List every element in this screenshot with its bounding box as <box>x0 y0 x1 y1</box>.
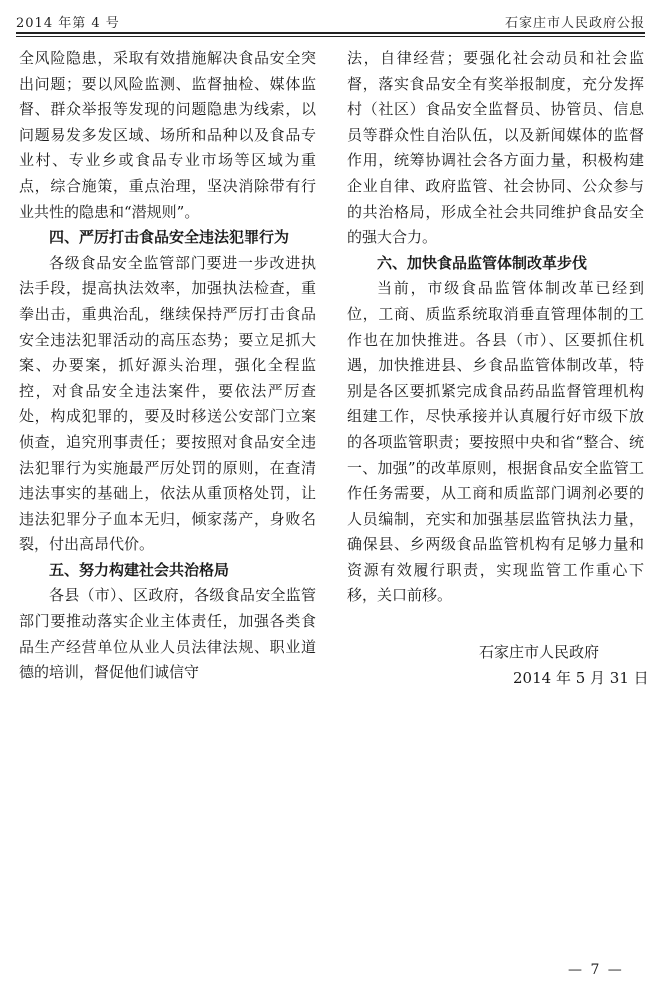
paragraph-section-4: 各级食品安全监管部门要进一步改进执法手段，提高执法效率，加强执法检查，重拳出击，重典治乱，继续保持严厉打击食品安全违法犯罪活动的高压态势；要立足抓大案、办要案，抓好源头治理，强化全程监控，对食品安全违法案件，要依法严厉查处，构成犯罪的，要及时移送公安部门立案侦查，追究刑事责任；要按照对食品安全违法犯罪行为实施最严厉处罚的原则，在查清违法事实的基础上，依法从重顶格处罚，让违法犯罪分子血本无归，倾家荡产，身败名裂，付出高昂代价。 <box>19 253 316 554</box>
header-rule-thin <box>16 36 645 37</box>
section-heading-5: 五、努力构建社会共治格局 <box>49 560 230 579</box>
header-rule <box>16 32 645 34</box>
signature-organization: 石家庄市人民政府 <box>479 643 600 661</box>
paragraph-continued: 全风险隐患，采取有效措施解决食品安全突出问题；要以风险监测、监督抽检、媒体监督、群众举报等发现的问题隐患为线索，以问题易发多发区域、场所和品种以及食品专业村、专业乡或食品专业市场等区域为重点，综合施策，重点治理，坚决消除带有行业共性的隐患和“潜规则”。 <box>19 49 316 221</box>
section-heading-6: 六、加快食品监管体制改革步伐 <box>377 253 588 272</box>
paragraph-section-5-cont: 法，自律经营；要强化社会动员和社会监督，落实食品安全有奖举报制度，充分发挥村（社区）食品安全监督员、协管员、信息员等群众性自治队伍，以及新闻媒体的监督作用，统筹协调社会各方面力量，积极构建企业自律、政府监管、社会协同、公众参与的共治格局，形成全社会共同维护食品安全的强大合力。 <box>347 49 644 247</box>
paragraph-section-5-start: 各县（市）、区政府，各级食品安全监管部门要推动落实企业主体责任，加强各类食品生产经营单位从业人员法律法规、职业道德的培训，督促他们诚信守 <box>19 586 316 682</box>
signature-date: 2014 年 5 月 31 日 <box>513 669 649 687</box>
left-column <box>19 46 316 686</box>
paragraph-section-6: 当前，市级食品监管体制改革已经到位，工商、质监系统取消垂直管理体制的工作也在加快推进。各县（市）、区要抓住机遇，加快推进县、乡食品监管体制改革，特别是各区要抓紧完成食品药品监督管理机构组建工作，尽快承接并认真履行好市级下放的各项监管职责；要按照中央和省“整合、统一、加强”的改革原则，根据食品安全监管工作任务需要，从工商和质监部门调剂必要的人员编制，充实和加强基层监管执法力量，确保县、乡两级食品监管机构有足够力量和资源有效履行职责，实现监管工作重心下移，关口前移。 <box>347 279 644 605</box>
right-column <box>347 46 644 609</box>
publication-title: 石家庄市人民政府公报 <box>504 16 645 31</box>
section-heading-4: 四、严厉打击食品安全违法犯罪行为 <box>49 228 290 247</box>
page-number: — 7 — <box>568 962 624 978</box>
issue-label: 2014 年第 4 号 <box>16 16 120 31</box>
